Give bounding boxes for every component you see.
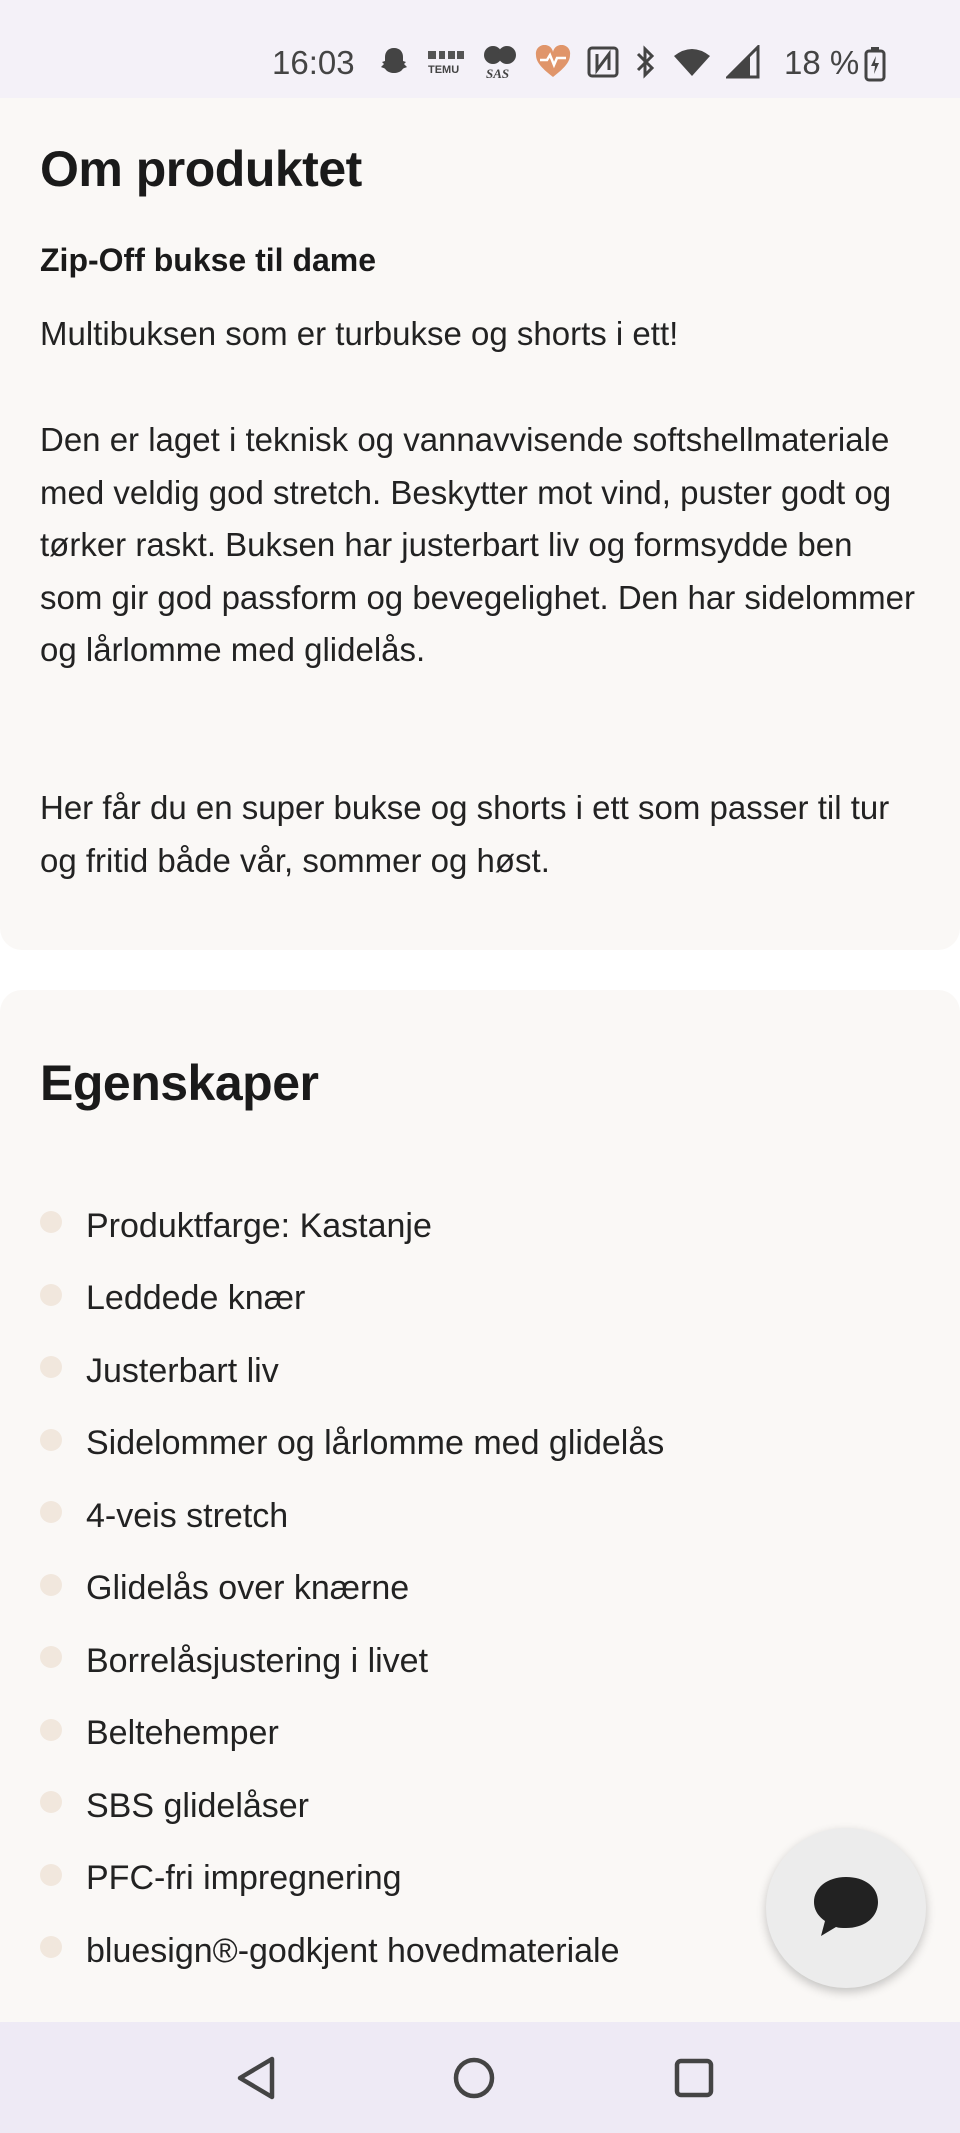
list-item: Produktfarge: Kastanje xyxy=(40,1190,664,1263)
bullet-icon xyxy=(40,1501,62,1523)
bullet-icon xyxy=(40,1646,62,1668)
description-paragraph-2: Den er laget i teknisk og vannavvisende softshellmateriale med veldig god stretch. Beskytter mot vind, puster godt og tørker raskt. Buksen har justerbart liv og formsydde ben som gir god passform og bevegelighet. Den har sidelommer og lårlomme med glidelås. xyxy=(40,421,915,668)
bullet-icon xyxy=(40,1791,62,1813)
description-paragraph-1: Multibuksen som er turbukse og shorts i ett! xyxy=(40,315,679,352)
battery-charging-icon xyxy=(863,46,887,87)
list-item: Beltehemper xyxy=(40,1698,664,1771)
list-item: Justerbart liv xyxy=(40,1335,664,1408)
chat-button[interactable] xyxy=(766,1828,926,1988)
recents-button[interactable] xyxy=(668,2054,720,2106)
status-bar xyxy=(0,0,960,98)
signal-icon xyxy=(726,45,760,79)
status-icons xyxy=(376,42,760,82)
bullet-icon xyxy=(40,1429,62,1451)
chat-bubble-icon xyxy=(810,1873,882,1944)
snapchat-icon xyxy=(376,44,412,80)
navigation-bar xyxy=(0,2022,960,2133)
features-list xyxy=(40,1190,664,1988)
bullet-icon xyxy=(40,1719,62,1741)
bullet-icon xyxy=(40,1936,62,1958)
wifi-icon xyxy=(672,46,712,78)
bullet-icon xyxy=(40,1211,62,1233)
recents-icon xyxy=(673,2057,715,2104)
list-item: SBS glidelåser xyxy=(40,1770,664,1843)
list-item: PFC-fri impregnering xyxy=(40,1843,664,1916)
bullet-icon xyxy=(40,1864,62,1886)
status-time: 16:03 xyxy=(272,44,355,81)
sas-icon xyxy=(480,42,520,82)
temu-icon xyxy=(426,47,466,77)
home-icon xyxy=(452,2056,496,2105)
bullet-icon xyxy=(40,1574,62,1596)
list-item: Glidelås over knærne xyxy=(40,1553,664,1626)
bullet-icon xyxy=(40,1356,62,1378)
list-item: Sidelommer og lårlomme med glidelås xyxy=(40,1408,664,1481)
list-item: 4-veis stretch xyxy=(40,1480,664,1553)
svg-text:TEMU: TEMU xyxy=(428,64,460,76)
nfc-icon xyxy=(586,45,620,79)
product-subtitle: Zip-Off bukse til dame xyxy=(40,242,377,278)
list-item: Borrelåsjustering i livet xyxy=(40,1625,664,1698)
description-paragraph-3: Her får du en super bukse og shorts i ett som passer til tur og fritid både vår, sommer og høst. xyxy=(40,789,890,879)
bullet-icon xyxy=(40,1284,62,1306)
back-button[interactable] xyxy=(230,2054,282,2106)
list-item: bluesign®-godkjent hovedmateriale xyxy=(40,1915,664,1988)
bluetooth-icon xyxy=(634,44,658,80)
home-button[interactable] xyxy=(448,2054,500,2106)
features-title: Egenskaper xyxy=(40,1055,319,1111)
svg-text:SAS: SAS xyxy=(486,66,510,81)
battery-percent: 18 % xyxy=(784,44,860,81)
about-product-title: Om produktet xyxy=(40,141,362,197)
back-icon xyxy=(234,2055,278,2106)
health-icon xyxy=(534,45,572,79)
list-item: Leddede knær xyxy=(40,1263,664,1336)
about-product-card xyxy=(0,98,960,950)
